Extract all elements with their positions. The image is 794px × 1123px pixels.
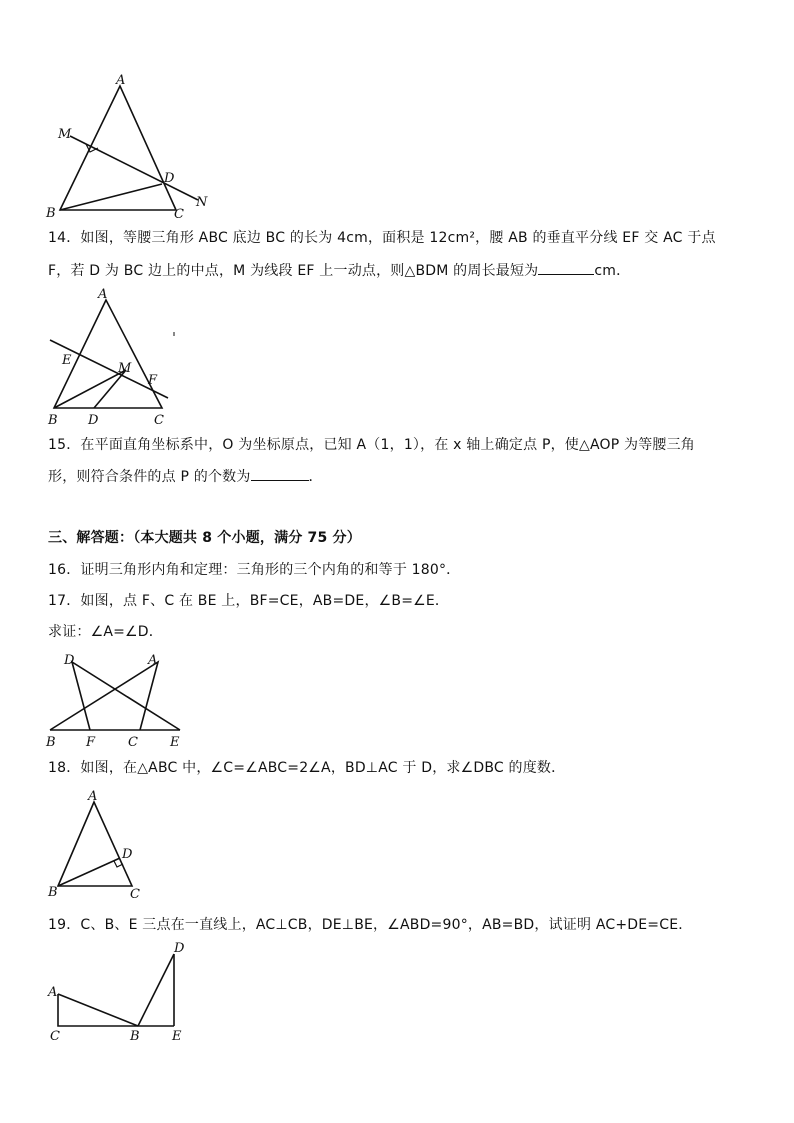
figure-question-18 <box>40 788 150 902</box>
question-14-line-2 <box>48 260 630 281</box>
label-m: M <box>118 361 132 376</box>
label-e: E <box>172 1029 182 1044</box>
label-d: D <box>122 847 133 862</box>
segment-bd <box>58 858 120 886</box>
question-14-line-1: 14．如图，等腰三角形 ABC 底边 BC 的长为 4cm，面积是 12cm²，腰 AB 的垂直平分线 EF 交 AC 于点 <box>48 230 716 246</box>
label-d: D <box>164 171 175 186</box>
question-16: 16．证明三角形内角和定理：三角形的三个内角的和等于 180°． <box>48 562 461 578</box>
segment-bd <box>60 184 162 210</box>
label-c: C <box>50 1029 60 1044</box>
label-e: E <box>62 353 72 368</box>
label-c: C <box>174 207 184 222</box>
segment-ac-ce <box>58 994 174 1026</box>
label-f: F <box>86 735 96 750</box>
label-d: D <box>64 653 75 668</box>
figure-question-19 <box>40 940 200 1048</box>
question-17-line-2: 求证：∠A=∠D． <box>48 624 163 640</box>
figure-question-17 <box>40 650 190 750</box>
triangle-abc <box>60 86 176 210</box>
question-19: 19．C、B、E 三点在一直线上，AC⊥CB，DE⊥BE，∠ABD=90°，AB=BD，试证明 AC+DE=CE． <box>48 917 693 933</box>
answer-blank[interactable] <box>251 466 309 481</box>
question-15-line-1: 15．在平面直角坐标系中，O 为坐标原点，已知 A（1，1），在 x 轴上确定点 P，使△AOP 为等腰三角 <box>48 437 696 453</box>
label-b: B <box>46 206 56 221</box>
label-b: B <box>46 735 56 750</box>
label-n: N <box>196 195 208 210</box>
question-15-end: ． <box>308 469 323 485</box>
segment-bd <box>138 954 174 1026</box>
label-a: A <box>148 653 158 668</box>
segment-ab <box>58 994 138 1026</box>
label-d: D <box>88 413 99 428</box>
segment-bm <box>54 370 126 408</box>
label-a: A <box>98 287 108 302</box>
question-15-line-2 <box>48 466 323 487</box>
label-d: D <box>174 941 185 956</box>
triangle-dfe-sides <box>72 662 180 730</box>
question-14-text: F，若 D 为 BC 边上的中点，M 为线段 EF 上一动点，则△BDM 的周长最短为 <box>48 263 539 279</box>
label-a: A <box>116 73 126 88</box>
question-18: 18．如图，在△ABC 中，∠C=∠ABC=2∠A，BD⊥AC 于 D，求∠DBC 的度数． <box>48 760 566 776</box>
triangle-abc <box>58 802 132 886</box>
label-b: B <box>130 1029 140 1044</box>
label-c: C <box>154 413 164 428</box>
triangle-abc-sides <box>50 662 158 730</box>
label-a: A <box>48 985 58 1000</box>
label-b: B <box>48 413 58 428</box>
question-14-unit: cm． <box>594 263 631 279</box>
label-b: B <box>48 885 58 900</box>
label-a: A <box>88 789 98 804</box>
label-c: C <box>128 735 138 750</box>
section-heading: 三、解答题：（本大题共 8 个小题，满分 75 分） <box>48 530 361 546</box>
figure-triangle-perpendicular-bisector <box>40 72 220 224</box>
figure-question-14 <box>40 284 190 430</box>
question-17-line-1: 17．如图，点 F、C 在 BE 上，BF=CE，AB=DE，∠B=∠E． <box>48 593 450 609</box>
label-c: C <box>130 887 140 902</box>
label-f: F <box>148 373 158 388</box>
label-m: M <box>58 127 72 142</box>
question-15-text: 形，则符合条件的点 P 的个数为 <box>48 469 251 485</box>
label-e: E <box>170 735 180 750</box>
answer-blank[interactable] <box>538 260 594 275</box>
